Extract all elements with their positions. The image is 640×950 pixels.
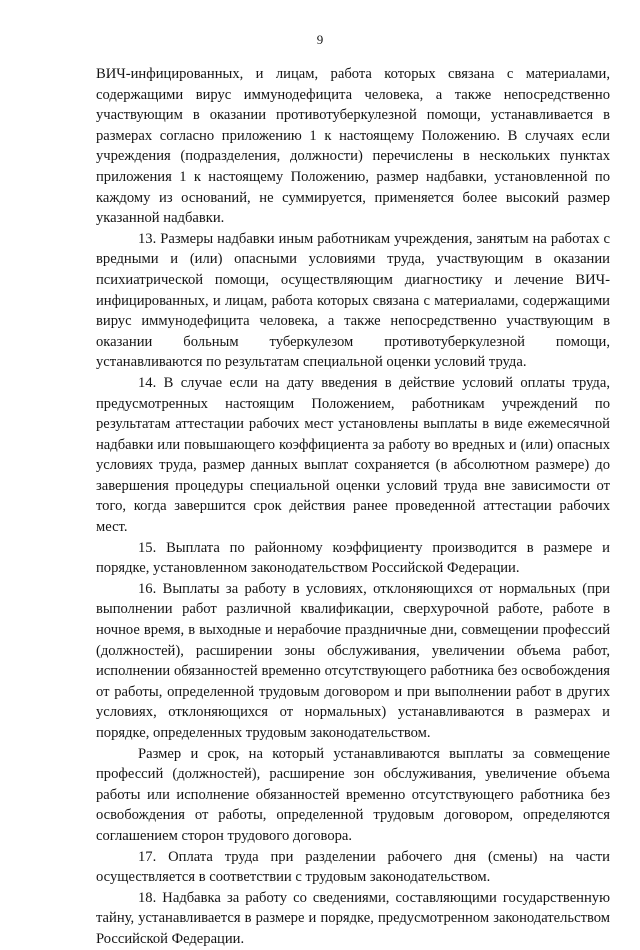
document-body xyxy=(96,64,610,950)
paragraph-item-16: 16. Выплаты за работу в условиях, отклоняющихся от нормальных (при выполнении работ различной квалификации, сверхурочной работе, работе в ночное время, в выходные и нерабочие праздничные дни, совмещении профессий (должностей), расширении зоны обслуживания, увеличении объема работ, исполнении обязанностей временно отсутствующего работника без освобождения от работы, определенной трудовым договором и при выполнении работ в других условиях, отклоняющихся от нормальных) устанавливаются в размерах и порядке, определенных трудовым законодательством. xyxy=(96,580,610,741)
paragraph-item-13: 13. Размеры надбавки иным работникам учреждения, занятым на работах с вредными и (или) опасными условиями труда, участвующим в оказании психиатрической помощи, осуществляющим диагностику и лечение ВИЧ-инфицированных, и лицам, работа которых связана с материалами, содержащими вирус иммунодефицита человека, а также непосредственно участвующим в оказании больным туберкулезом противотуберкулезной помощи, устанавливаются по результатам специальной оценки условий труда. xyxy=(96,230,610,371)
paragraph-item-14: 14. В случае если на дату введения в действие условий оплаты труда, предусмотренных настоящим Положением, работникам учреждений по результатам аттестации рабочих мест установлены выплаты в виде ежемесячной надбавки или повышающего коэффициента за работу во вредных и (или) опасных условиях труда, размер данных выплат сохраняется (в абсолютном размере) до завершения процедуры специальной оценки условий труда вне зависимости от того, когда завершится срок действия ранее проведенной аттестации рабочих мест. xyxy=(96,374,610,536)
paragraph-item-15: 15. Выплата по районному коэффициенту производится в размере и порядке, установленном законодательством Российской Федерации. xyxy=(96,539,610,577)
paragraph-continuation: ВИЧ-инфицированных, и лицам, работа которых связана с материалами, содержащими вирус иммунодефицита человека, а также непосредственно участвующим в оказании противотуберкулезной помощи, устанавливается в размерах согласно приложению 1 к настоящему Положению. В случаях если учреждения (подразделения, должности) перечислены в нескольких пунктах приложения 1 к настоящему Положению, размер надбавки, установленной по каждому из оснований, не суммируется, применяется более высокий размер указанной надбавки. xyxy=(96,66,610,227)
page-number: 9 xyxy=(316,32,324,47)
paragraph-item-17: 17. Оплата труда при разделении рабочего дня (смены) на части осуществляется в соответствии с трудовым законодательством. xyxy=(96,848,610,886)
paragraph-item-18: 18. Надбавка за работу со сведениями, составляющими государственную тайну, устанавливается в размере и порядке, предусмотренном законодательством Российской Федерации. xyxy=(96,889,610,947)
paragraph-item-16-continued: Размер и срок, на который устанавливаются выплаты за совмещение профессий (должностей), расширение зон обслуживания, увеличение объема работы или исполнение обязанностей временно отсутствующего работника без освобождения от работы, определенной трудовым договором, определяются соглашением сторон трудового договора. xyxy=(96,745,610,844)
